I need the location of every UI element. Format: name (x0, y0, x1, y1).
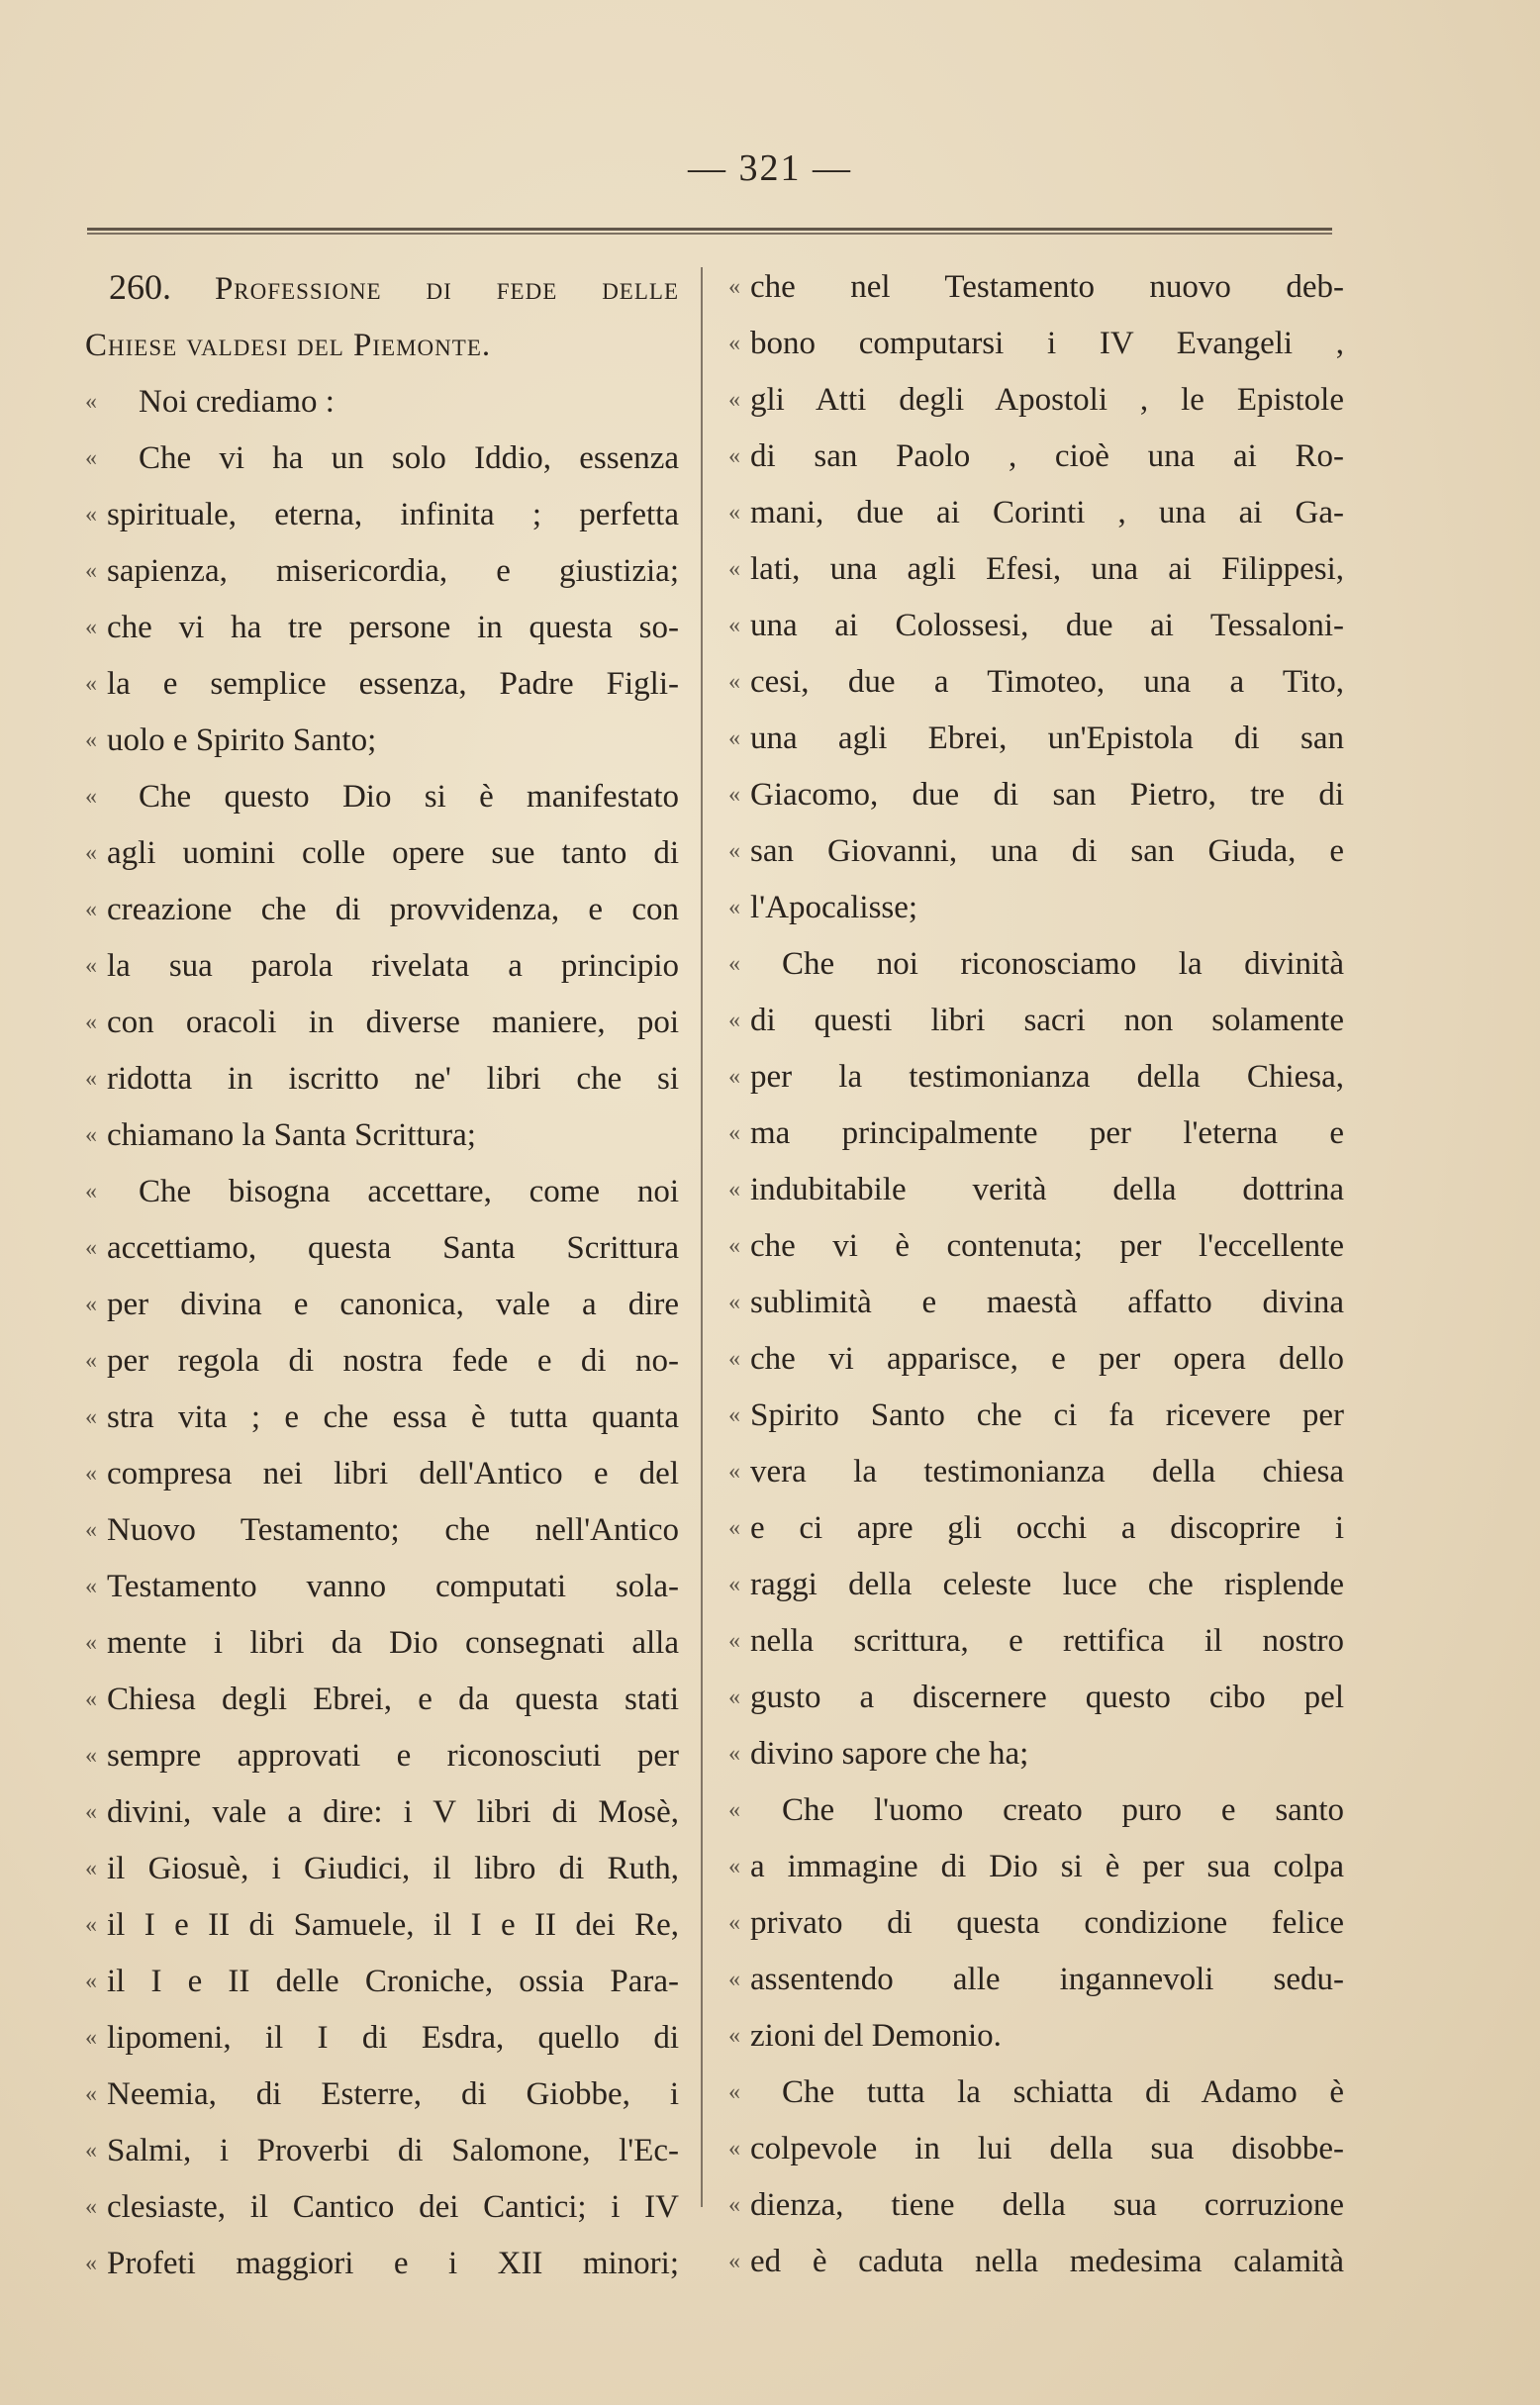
line-text: il Giosuè, i Giudici, il libro di Ruth, (107, 1851, 679, 1886)
line-text: di questi libri sacri non solamente (750, 1003, 1344, 1038)
line-text: la e semplice essenza, Padre Figli- (107, 666, 679, 702)
line-text: ed è caduta nella medesima calamità (750, 2244, 1344, 2279)
quote-mark: « (728, 2136, 740, 2162)
quote-mark: « (85, 558, 97, 584)
text-line (728, 485, 1344, 541)
quote-mark: « (728, 951, 740, 977)
quote-mark: « (85, 1856, 97, 1881)
line-text: Che noi riconosciamo la divinità (782, 946, 1344, 982)
quote-mark: « (728, 1515, 740, 1541)
quote-mark: « (85, 1686, 97, 1712)
column-divider (701, 267, 703, 2207)
page-number: — 321 — (688, 147, 852, 189)
quote-mark: « (728, 838, 740, 864)
text-line (85, 600, 679, 656)
text-line (728, 1444, 1344, 1500)
quote-mark: « (728, 895, 740, 920)
line-text: e ci apre gli occhi a discoprire i (750, 1510, 1344, 1546)
text-line (728, 1670, 1344, 1726)
quote-mark: « (85, 1517, 97, 1543)
line-text: cesi, due a Timoteo, una a Tito, (750, 664, 1344, 700)
text-line (85, 1784, 679, 1841)
text-line (85, 1672, 679, 1728)
header-rule (87, 228, 1332, 235)
quote-mark: « (85, 1179, 97, 1204)
text-line (728, 259, 1344, 316)
text-line (85, 938, 679, 995)
text-line (728, 993, 1344, 1049)
text-line (728, 2177, 1344, 2234)
text-line (728, 767, 1344, 823)
text-line (728, 654, 1344, 711)
quote-mark: « (728, 556, 740, 582)
quote-mark: « (85, 1348, 97, 1374)
line-text: colpevole in lui della sua disobbe- (750, 2131, 1344, 2166)
text-line (728, 598, 1344, 654)
line-text: Giacomo, due di san Pietro, tre di (750, 777, 1344, 813)
text-line (85, 2236, 679, 2292)
quote-mark: « (728, 2023, 740, 2049)
text-line (85, 487, 679, 543)
text-line (85, 543, 679, 600)
line-text: Noi crediamo : (139, 384, 335, 420)
section-title-line-2: Chiese valdesi del Piemonte. (85, 328, 492, 363)
text-line (728, 1275, 1344, 1331)
line-text: lati, una agli Efesi, una ai Filippesi, (750, 551, 1344, 587)
line-text: Chiesa degli Ebrei, e da questa stati (107, 1682, 679, 1717)
quote-mark: « (728, 1008, 740, 1033)
text-line (728, 2065, 1344, 2121)
line-text: Profeti maggiori e i XII minori; (107, 2246, 679, 2281)
line-text: bono computarsi i IV Evangeli , (750, 326, 1344, 361)
quote-mark: « (728, 2192, 740, 2218)
line-text: chiamano la Santa Scrittura; (107, 1117, 476, 1153)
text-line (85, 769, 679, 825)
text-line (728, 1557, 1344, 1613)
quote-mark: « (728, 1967, 740, 1992)
line-text: Neemia, di Esterre, di Giobbe, i (107, 2076, 679, 2112)
quote-mark: « (728, 1064, 740, 1090)
quote-mark: « (728, 1741, 740, 1767)
text-line (85, 431, 679, 487)
text-line (728, 1049, 1344, 1106)
quote-mark: « (728, 1177, 740, 1202)
text-line (85, 1107, 679, 1164)
text-line (728, 880, 1344, 936)
quote-mark: « (85, 389, 97, 415)
quote-mark: « (85, 784, 97, 810)
text-line (728, 1782, 1344, 1839)
quote-mark: « (85, 502, 97, 528)
quote-mark: « (728, 2249, 740, 2274)
line-text: Che vi ha un solo Iddio, essenza (139, 440, 679, 476)
text-line (85, 1220, 679, 1277)
quote-mark: « (85, 1630, 97, 1656)
text-line (728, 1895, 1344, 1952)
line-text: zioni del Demonio. (750, 2018, 1002, 2054)
quote-mark: « (728, 1233, 740, 1259)
text-line (85, 1841, 679, 1897)
text-line (728, 429, 1344, 485)
quote-mark: « (85, 2081, 97, 2107)
line-text: sempre approvati e riconosciuti per (107, 1738, 679, 1774)
quote-mark: « (728, 387, 740, 413)
text-line (85, 1502, 679, 1559)
quote-mark: « (728, 1797, 740, 1823)
line-text: una ai Colossesi, due ai Tessaloni- (750, 608, 1344, 643)
quote-mark: « (85, 953, 97, 979)
text-line (728, 1839, 1344, 1895)
quote-mark: « (85, 1010, 97, 1035)
line-text: Salmi, i Proverbi di Salomone, l'Ec- (107, 2133, 679, 2168)
quote-mark: « (728, 1854, 740, 1879)
section-title-line-1: Professione di fede delle (214, 271, 680, 307)
quote-mark: « (85, 1461, 97, 1487)
line-text: privato di questa condizione felice (750, 1905, 1344, 1941)
quote-mark: « (728, 1572, 740, 1597)
text-line (728, 1106, 1344, 1162)
right-column (728, 259, 1344, 2290)
line-text: Spirito Santo che ci fa ricevere per (750, 1397, 1344, 1433)
line-text: dienza, tiene della sua corruzione (750, 2187, 1344, 2223)
quote-mark: « (728, 443, 740, 469)
line-text: Nuovo Testamento; che nell'Antico (107, 1512, 679, 1548)
line-text: ridotta in iscritto ne' libri che si (107, 1061, 679, 1097)
text-line (85, 1559, 679, 1615)
quote-mark: « (85, 2251, 97, 2276)
line-text: per la testimonianza della Chiesa, (750, 1059, 1344, 1095)
line-text: clesiaste, il Cantico dei Cantici; i IV (107, 2189, 679, 2225)
line-text: Che questo Dio si è manifestato (139, 779, 679, 815)
quote-mark: « (728, 725, 740, 751)
quote-mark: « (728, 613, 740, 638)
quote-mark: « (85, 1404, 97, 1430)
line-text: uolo e Spirito Santo; (107, 722, 377, 758)
text-line (85, 1164, 679, 1220)
line-text: il I e II delle Croniche, ossia Para- (107, 1964, 679, 1999)
quote-mark: « (85, 2138, 97, 2164)
line-text: per regola di nostra fede e di no- (107, 1343, 679, 1379)
quote-mark: « (85, 840, 97, 866)
left-column (85, 259, 679, 2292)
line-text: Che bisogna accettare, come noi (139, 1174, 679, 1209)
quote-mark: « (728, 782, 740, 808)
line-text: ma principalmente per l'eterna e (750, 1115, 1344, 1151)
line-text: san Giovanni, una di san Giuda, e (750, 833, 1344, 869)
quote-mark: « (85, 1574, 97, 1599)
line-text: raggi della celeste luce che risplende (750, 1567, 1344, 1602)
quote-mark: « (85, 1122, 97, 1148)
text-line (85, 1954, 679, 2010)
line-text: l'Apocalisse; (750, 890, 918, 925)
line-text: divini, vale a dire: i V libri di Mosè, (107, 1794, 679, 1830)
quote-mark: « (85, 615, 97, 640)
text-line (85, 995, 679, 1051)
line-text: Testamento vanno computati sola- (107, 1569, 679, 1604)
quote-mark: « (728, 331, 740, 356)
text-line (85, 2123, 679, 2179)
text-line (85, 825, 679, 882)
quote-mark: « (85, 1292, 97, 1317)
text-line (85, 2067, 679, 2123)
quote-mark: « (85, 1969, 97, 1994)
quote-mark: « (728, 274, 740, 300)
quote-mark: « (728, 1459, 740, 1485)
line-text: assentendo alle ingannevoli sedu- (750, 1962, 1344, 1997)
line-text: sapienza, misericordia, e giustizia; (107, 553, 679, 589)
text-line (85, 656, 679, 713)
section-heading-line-2 (85, 318, 679, 374)
line-text: che vi è contenuta; per l'eccellente (750, 1228, 1344, 1264)
line-text: accettiamo, questa Santa Scrittura (107, 1230, 679, 1266)
quote-mark: « (728, 2079, 740, 2105)
line-text: il I e II di Samuele, il I e II dei Re, (107, 1907, 679, 1943)
text-line (728, 1388, 1344, 1444)
text-line (728, 1952, 1344, 2008)
line-text: Che l'uomo creato puro e santo (782, 1792, 1344, 1828)
text-line (728, 1500, 1344, 1557)
text-line (85, 1446, 679, 1502)
line-text: spirituale, eterna, infinita ; perfetta (107, 497, 679, 532)
text-line (728, 541, 1344, 598)
line-text: divino sapore che ha; (750, 1736, 1029, 1772)
line-text: lipomeni, il I di Esdra, quello di (107, 2020, 679, 2056)
quote-mark: « (85, 1066, 97, 1092)
text-line (85, 1728, 679, 1784)
text-line (728, 316, 1344, 372)
line-text: agli uomini colle opere sue tanto di (107, 835, 679, 871)
section-heading-line-1 (85, 259, 679, 318)
quote-mark: « (728, 669, 740, 695)
line-text: che vi ha tre persone in questa so- (107, 610, 679, 645)
quote-mark: « (728, 1346, 740, 1372)
text-line (85, 374, 679, 431)
text-line (728, 1218, 1344, 1275)
line-text: mani, due ai Corinti , una ai Ga- (750, 495, 1344, 530)
text-line (85, 1390, 679, 1446)
text-line (728, 1331, 1344, 1388)
quote-mark: « (85, 671, 97, 697)
quote-mark: « (85, 2194, 97, 2220)
text-line (728, 372, 1344, 429)
line-text: una agli Ebrei, un'Epistola di san (750, 721, 1344, 756)
quote-mark: « (85, 445, 97, 471)
text-line (728, 936, 1344, 993)
quote-mark: « (728, 1684, 740, 1710)
text-line (728, 2121, 1344, 2177)
section-number: 260. (109, 267, 171, 307)
text-line (728, 1613, 1344, 1670)
quote-mark: « (85, 1743, 97, 1769)
text-line (728, 1162, 1344, 1218)
quote-mark: « (728, 1910, 740, 1936)
line-text: la sua parola rivelata a principio (107, 948, 679, 984)
quote-mark: « (85, 727, 97, 753)
text-line (728, 1726, 1344, 1782)
text-line (85, 1615, 679, 1672)
text-line (85, 2010, 679, 2067)
text-line (85, 2179, 679, 2236)
text-line (728, 711, 1344, 767)
line-text: creazione che di provvidenza, e con (107, 892, 679, 927)
line-text: che nel Testamento nuovo deb- (750, 269, 1344, 305)
quote-mark: « (85, 897, 97, 922)
quote-mark: « (728, 1290, 740, 1315)
line-text: mente i libri da Dio consegnati alla (107, 1625, 679, 1661)
quote-mark: « (85, 1235, 97, 1261)
line-text: stra vita ; e che essa è tutta quanta (107, 1399, 679, 1435)
text-line (85, 1277, 679, 1333)
text-line (728, 2008, 1344, 2065)
line-text: gli Atti degli Apostoli , le Epistole (750, 382, 1344, 418)
quote-mark: « (85, 1912, 97, 1938)
text-line (85, 713, 679, 769)
line-text: indubitabile verità della dottrina (750, 1172, 1344, 1207)
quote-mark: « (85, 1799, 97, 1825)
text-line (728, 823, 1344, 880)
quote-mark: « (728, 1402, 740, 1428)
quote-mark: « (728, 1628, 740, 1654)
text-line (85, 1333, 679, 1390)
line-text: vera la testimonianza della chiesa (750, 1454, 1344, 1490)
line-text: con oracoli in diverse maniere, poi (107, 1005, 679, 1040)
line-text: sublimità e maestà affatto divina (750, 1285, 1344, 1320)
line-text: che vi apparisce, e per opera dello (750, 1341, 1344, 1377)
line-text: per divina e canonica, vale a dire (107, 1287, 679, 1322)
quote-mark: « (728, 1120, 740, 1146)
text-line (728, 2234, 1344, 2290)
line-text: gusto a discernere questo cibo pel (750, 1680, 1344, 1715)
quote-mark: « (85, 2025, 97, 2051)
line-text: Che tutta la schiatta di Adamo è (782, 2074, 1344, 2110)
quote-mark: « (728, 500, 740, 526)
line-text: a immagine di Dio si è per sua colpa (750, 1849, 1344, 1884)
text-line (85, 1051, 679, 1107)
text-line (85, 1897, 679, 1954)
line-text: di san Paolo , cioè una ai Ro- (750, 438, 1344, 474)
text-line (85, 882, 679, 938)
line-text: compresa nei libri dell'Antico e del (107, 1456, 679, 1491)
line-text: nella scrittura, e rettifica il nostro (750, 1623, 1344, 1659)
